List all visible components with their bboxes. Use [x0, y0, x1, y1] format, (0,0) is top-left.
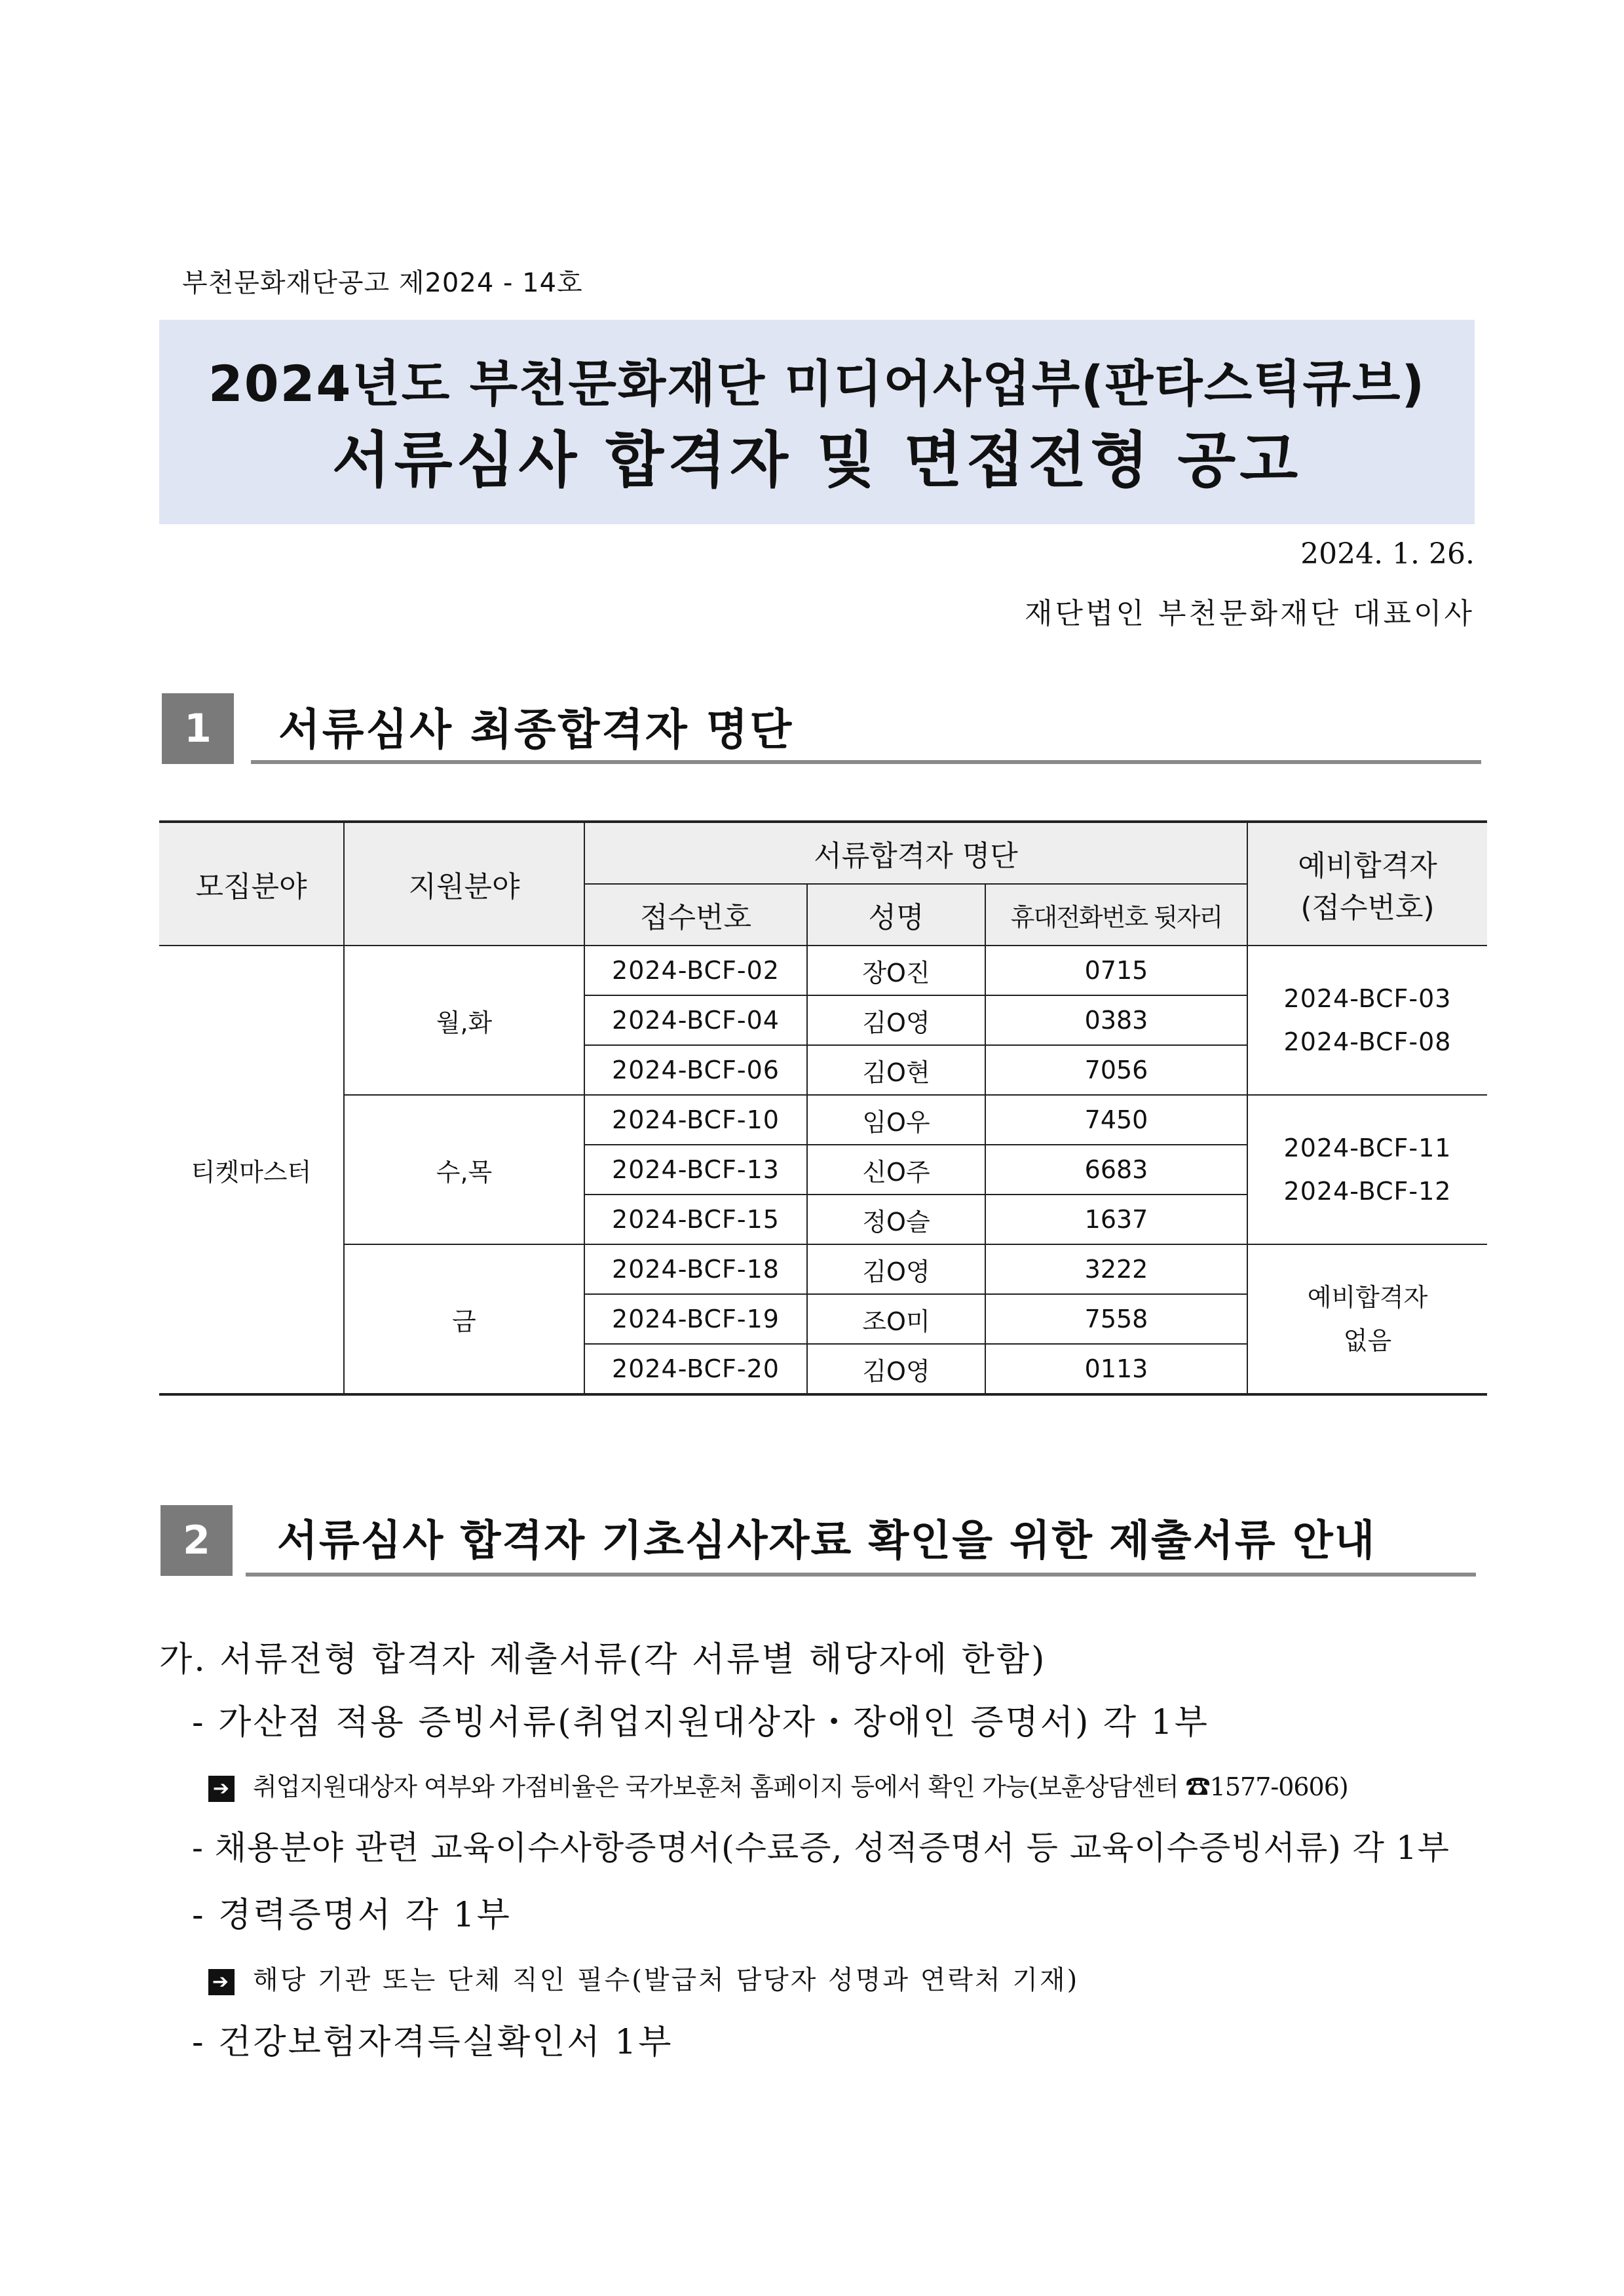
receipt-cell: 2024-BCF-19	[584, 1294, 807, 1344]
reserve-cell	[1247, 1095, 1487, 1244]
arrow-right-boxed-icon: ➔	[208, 1776, 235, 1802]
name-cell: 임O우	[807, 1095, 985, 1145]
receipt-cell: 2024-BCF-02	[584, 946, 807, 995]
table-row	[159, 1244, 1487, 1294]
reserve-cell	[1247, 1244, 1487, 1394]
reserve-line-1: 2024-BCF-03	[1283, 984, 1452, 1013]
phone-cell: 3222	[985, 1244, 1247, 1294]
note-1-text: 취업지원대상자 여부와 가점비율은 국가보훈처 홈페이지 등에서 확인 가능(보훈상담센터 ☎1577-0606)	[253, 1772, 1348, 1801]
issuer: 재단법인 부천문화재단 대표이사	[1024, 597, 1475, 630]
sub-field-cell: 수,목	[344, 1095, 584, 1244]
doc-line-3: - 경력증명서 각 1부	[192, 1896, 512, 1935]
sub-field-cell: 금	[344, 1244, 584, 1394]
receipt-cell: 2024-BCF-13	[584, 1145, 807, 1195]
table-row	[159, 1095, 1487, 1145]
reserve-line-2: 2024-BCF-08	[1283, 1027, 1452, 1056]
doc-line-2: - 채용분야 관련 교육이수사항증명서(수료증, 성적증명서 등 교육이수증빙서류) 각 1부	[192, 1829, 1450, 1867]
phone-cell: 6683	[985, 1145, 1247, 1195]
reserve-line-2: 2024-BCF-12	[1283, 1177, 1452, 1206]
arrow-right-boxed-icon: ➔	[208, 1969, 235, 1995]
phone-cell: 0383	[985, 995, 1247, 1045]
note-2	[208, 1959, 1079, 1997]
receipt-cell: 2024-BCF-15	[584, 1195, 807, 1244]
title-line-1: 2024년도 부천문화재단 미디어사업부(판타스틱큐브)	[208, 354, 1426, 413]
header-name: 성명	[807, 884, 985, 946]
title-banner	[159, 320, 1475, 524]
header-reserve-label: 예비합격자	[1298, 849, 1437, 883]
reserve-line-1: 예비합격자	[1307, 1283, 1428, 1312]
section-1-title: 서류심사 최종합격자 명단	[278, 704, 794, 755]
section-2-underline	[246, 1573, 1476, 1577]
phone-cell: 7056	[985, 1045, 1247, 1095]
phone-cell: 7450	[985, 1095, 1247, 1145]
header-reserve	[1247, 822, 1487, 946]
doc-line-1: - 가산점 적용 증빙서류(취업지원대상자・장애인 증명서) 각 1부	[192, 1703, 1209, 1742]
name-cell: 김O영	[807, 1344, 985, 1394]
reserve-cell	[1247, 946, 1487, 1095]
receipt-cell: 2024-BCF-20	[584, 1344, 807, 1394]
header-receipt-no: 접수번호	[584, 884, 807, 946]
receipt-cell: 2024-BCF-18	[584, 1244, 807, 1294]
item-ga: 가. 서류전형 합격자 제출서류(각 서류별 해당자에 한함)	[159, 1640, 1047, 1679]
phone-cell: 1637	[985, 1195, 1247, 1244]
reserve-line-1: 2024-BCF-11	[1283, 1134, 1452, 1162]
note-2-text: 해당 기관 또는 단체 직인 필수(발급처 담당자 성명과 연락처 기재)	[253, 1965, 1080, 1995]
passer-table	[159, 820, 1487, 1396]
name-cell: 신O주	[807, 1145, 985, 1195]
doc-line-4: - 건강보험자격득실확인서 1부	[192, 2023, 673, 2062]
receipt-cell: 2024-BCF-04	[584, 995, 807, 1045]
notice-date: 2024. 1. 26.	[1300, 537, 1475, 571]
section-2-title: 서류심사 합격자 기초심사자료 확인을 위한 제출서류 안내	[277, 1517, 1376, 1565]
section-1-number: 1	[162, 693, 234, 764]
phone-cell: 0715	[985, 946, 1247, 995]
name-cell: 장O진	[807, 946, 985, 995]
name-cell: 김O영	[807, 1244, 985, 1294]
sub-field-cell: 월,화	[344, 946, 584, 1095]
name-cell: 정O슬	[807, 1195, 985, 1244]
table-row	[159, 946, 1487, 995]
section-1-underline	[251, 760, 1481, 764]
phone-cell: 7558	[985, 1294, 1247, 1344]
header-reserve-sub: (접수번호)	[1300, 891, 1435, 925]
receipt-cell: 2024-BCF-10	[584, 1095, 807, 1145]
receipt-cell: 2024-BCF-06	[584, 1045, 807, 1095]
header-sub-field: 지원분야	[344, 822, 584, 946]
reserve-line-2: 없음	[1343, 1326, 1392, 1355]
phone-cell: 0113	[985, 1344, 1247, 1394]
note-1	[208, 1767, 1348, 1803]
notice-number: 부천문화재단공고 제2024 - 14호	[182, 268, 583, 298]
name-cell: 김O현	[807, 1045, 985, 1095]
title-line-2: 서류심사 합격자 및 면접전형 공고	[331, 425, 1302, 495]
header-phone-tail: 휴대전화번호 뒷자리	[985, 884, 1247, 946]
section-2-number: 2	[161, 1505, 233, 1576]
name-cell: 김O영	[807, 995, 985, 1045]
header-field: 모집분야	[159, 822, 344, 946]
name-cell: 조O미	[807, 1294, 985, 1344]
header-passers: 서류합격자 명단	[584, 822, 1247, 884]
field-cell: 티켓마스터	[159, 946, 344, 1394]
